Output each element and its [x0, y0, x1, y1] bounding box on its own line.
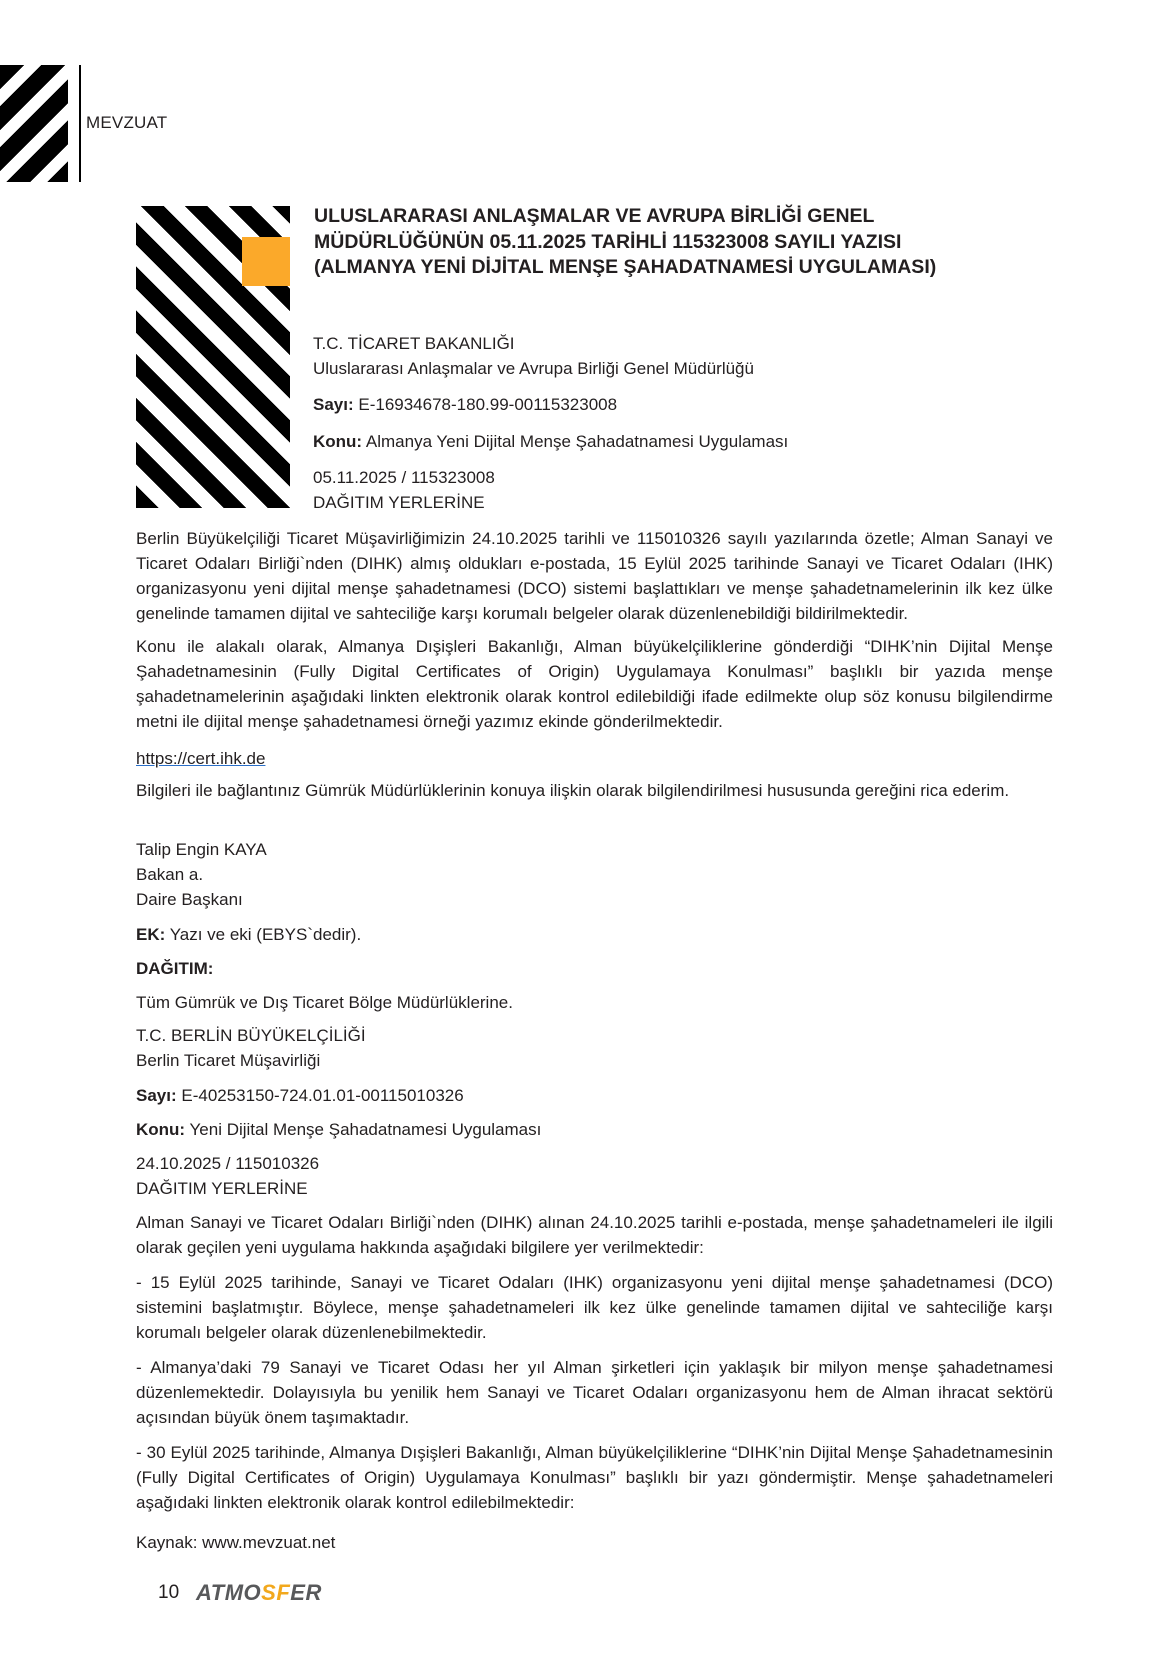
- letter1-sayi: [313, 394, 617, 415]
- signatory-role: Bakan a.: [136, 865, 204, 884]
- ek-value: Yazı ve eki (EBYS`dedir).: [165, 925, 362, 944]
- letter1-paragraph: Berlin Büyükelçiliği Ticaret Müşavirliğimizin 24.10.2025 tarihli ve 115010326 sayılı yazılarında özetle; Alman Sanayi ve Ticaret Odaları Birliği`nden (DIHK) almış oldukları e-postada, 15 Eylül 2025 tarihinde Sanayi ve Ticaret Odaları (IHK) organizasyonu yeni dijital menşe şahadetnamesi (DCO) sistemi başlattıkları ve menşe şahadetnamelerinin ilk kez ülke genelinde tamamen dijital ve sahteciliğe karşı korumalı belgeler olarak düzenlenebildiği bildirilmektedir.: [136, 529, 1053, 623]
- konu-label: Konu:: [313, 432, 363, 451]
- letter1-konu: [313, 431, 788, 452]
- ek-label: EK:: [136, 925, 166, 944]
- logo-part: ER: [290, 1580, 322, 1605]
- konu-value: Almanya Yeni Dijital Menşe Şahadatnamesi Uygulaması: [362, 432, 789, 451]
- dagitim-value: Tüm Gümrük ve Dış Ticaret Bölge Müdürlüklerine.: [136, 993, 513, 1012]
- title-line: MÜDÜRLÜĞÜNÜN 05.11.2025 TARİHLİ 115323008 SAYILI YAZISI: [314, 230, 902, 253]
- ek-line: [136, 924, 361, 945]
- sayi-value: E-40253150-724.01.01-00115010326: [176, 1086, 464, 1105]
- letter2-recipient: DAĞITIM YERLERİNE: [136, 1179, 308, 1198]
- sayi-label: Sayı:: [136, 1086, 177, 1105]
- letter1-dept: Uluslararası Anlaşmalar ve Avrupa Birliği Genel Müdürlüğü: [313, 359, 754, 378]
- konu-value: Yeni Dijital Menşe Şahadatnamesi Uygulaması: [185, 1120, 542, 1139]
- dagitim-label: [136, 958, 213, 979]
- letter1-date-ref: 05.11.2025 / 115323008: [313, 468, 495, 487]
- letter1-recipient: DAĞITIM YERLERİNE: [313, 493, 485, 512]
- source-line: Kaynak: www.mevzuat.net: [136, 1533, 336, 1552]
- section-label: MEVZUAT: [86, 113, 168, 132]
- signatory-title: Daire Başkanı: [136, 890, 243, 909]
- cert-link[interactable]: [136, 748, 265, 769]
- sayi-value: E-16934678-180.99-00115323008: [353, 395, 618, 414]
- page-number: 10: [158, 1582, 180, 1603]
- letter2-paragraph: - 30 Eylül 2025 tarihinde, Almanya Dışişleri Bakanlığı, Alman büyükelçiliklerine “DIHK’nin Dijital Menşe Şahadetnamesinin (Fully Digital Certificates of Origin) Uygulamaya Konulması” başlıklı bir yazı göndermiştir. Menşe şahadetnameleri aşağıdaki linkten elektronik olarak kontrol edilebilmektedir:: [136, 1443, 1053, 1512]
- dagitim-label-text: DAĞITIM:: [136, 959, 214, 978]
- letter2-paragraph: - 15 Eylül 2025 tarihinde, Sanayi ve Ticaret Odaları (IHK) organizasyonu yeni dijital menşe şahadetnamesi (DCO) sistemini başlatmıştır. Böylece, menşe şahadetnameleri ilk kez ülke genelinde tamamen dijital ve sahteciliğe karşı korumalı belgeler olarak düzenlenebilmektedir.: [136, 1273, 1053, 1342]
- konu-label: Konu:: [136, 1120, 186, 1139]
- letter2-date-ref: 24.10.2025 / 115010326: [136, 1154, 320, 1173]
- title-line: ULUSLARARASI ANLAŞMALAR VE AVRUPA BİRLİĞİ GENEL: [314, 205, 875, 227]
- article-title: [314, 204, 1014, 281]
- header-divider: [79, 65, 81, 182]
- signatory-name: Talip Engin KAYA: [136, 840, 267, 859]
- letter2-paragraph: - Almanya’daki 79 Sanayi ve Ticaret Odası her yıl Alman şirketleri için yaklaşık bir milyon menşe şahadetnamesi düzenlemektedir. Dolayısıyla bu yenilik hem Sanayi ve Ticaret Odaları organizasyonu hem de Alman ihracat sektörü açısından büyük önem taşımaktadır.: [136, 1358, 1053, 1427]
- header-stripe-pattern: [0, 65, 68, 182]
- letter2-org: T.C. BERLİN BÜYÜKELÇİLİĞİ: [136, 1026, 366, 1045]
- atmosfer-logo: [196, 1580, 322, 1606]
- letter2-dept: Berlin Ticaret Müşavirliği: [136, 1051, 321, 1070]
- title-line: (ALMANYA YENİ DİJİTAL MENŞE ŞAHADATNAMESİ UYGULAMASI): [314, 256, 937, 278]
- cert-link-text[interactable]: https://cert.ihk.de: [136, 749, 266, 768]
- letter1-paragraph: Konu ile alakalı olarak, Almanya Dışişleri Bakanlığı, Alman büyükelçiliklerine gönderdiği “DIHK’nin Dijital Menşe Şahadetnamesinin (Fully Digital Certificates of Origin) Uygulamaya Konulması” başlıklı bir yazıda menşe şahadetnamelerinin aşağıdaki linkten elektronik olarak kontrol edilebildiği ifade edilmekte olup söz konusu bilgilendirme metni ile dijital menşe şahadetnamesi örneği yazımız ekinde gönderilmektedir.: [136, 637, 1053, 731]
- letter2-konu: [136, 1119, 541, 1140]
- logo-accent: SF: [261, 1580, 291, 1605]
- logo-part: ATMO: [196, 1580, 262, 1605]
- accent-square: [242, 237, 290, 286]
- letter1-closing: Bilgileri ile bağlantınız Gümrük Müdürlüklerinin konuya ilişkin olarak bilgilendirilmesi hususunda gereğini rica ederim.: [136, 781, 1010, 800]
- sayi-label: Sayı:: [313, 395, 354, 414]
- letter2-paragraph: Alman Sanayi ve Ticaret Odaları Birliği`nden (DIHK) alınan 24.10.2025 tarihli e-postada, menşe şahadetnameleri ile ilgili olarak geçilen yeni uygulama hakkında aşağıdaki bilgilere yer verilmektedir:: [136, 1213, 1053, 1257]
- letter2-sayi: [136, 1085, 464, 1106]
- letter1-org: T.C. TİCARET BAKANLIĞI: [313, 334, 515, 353]
